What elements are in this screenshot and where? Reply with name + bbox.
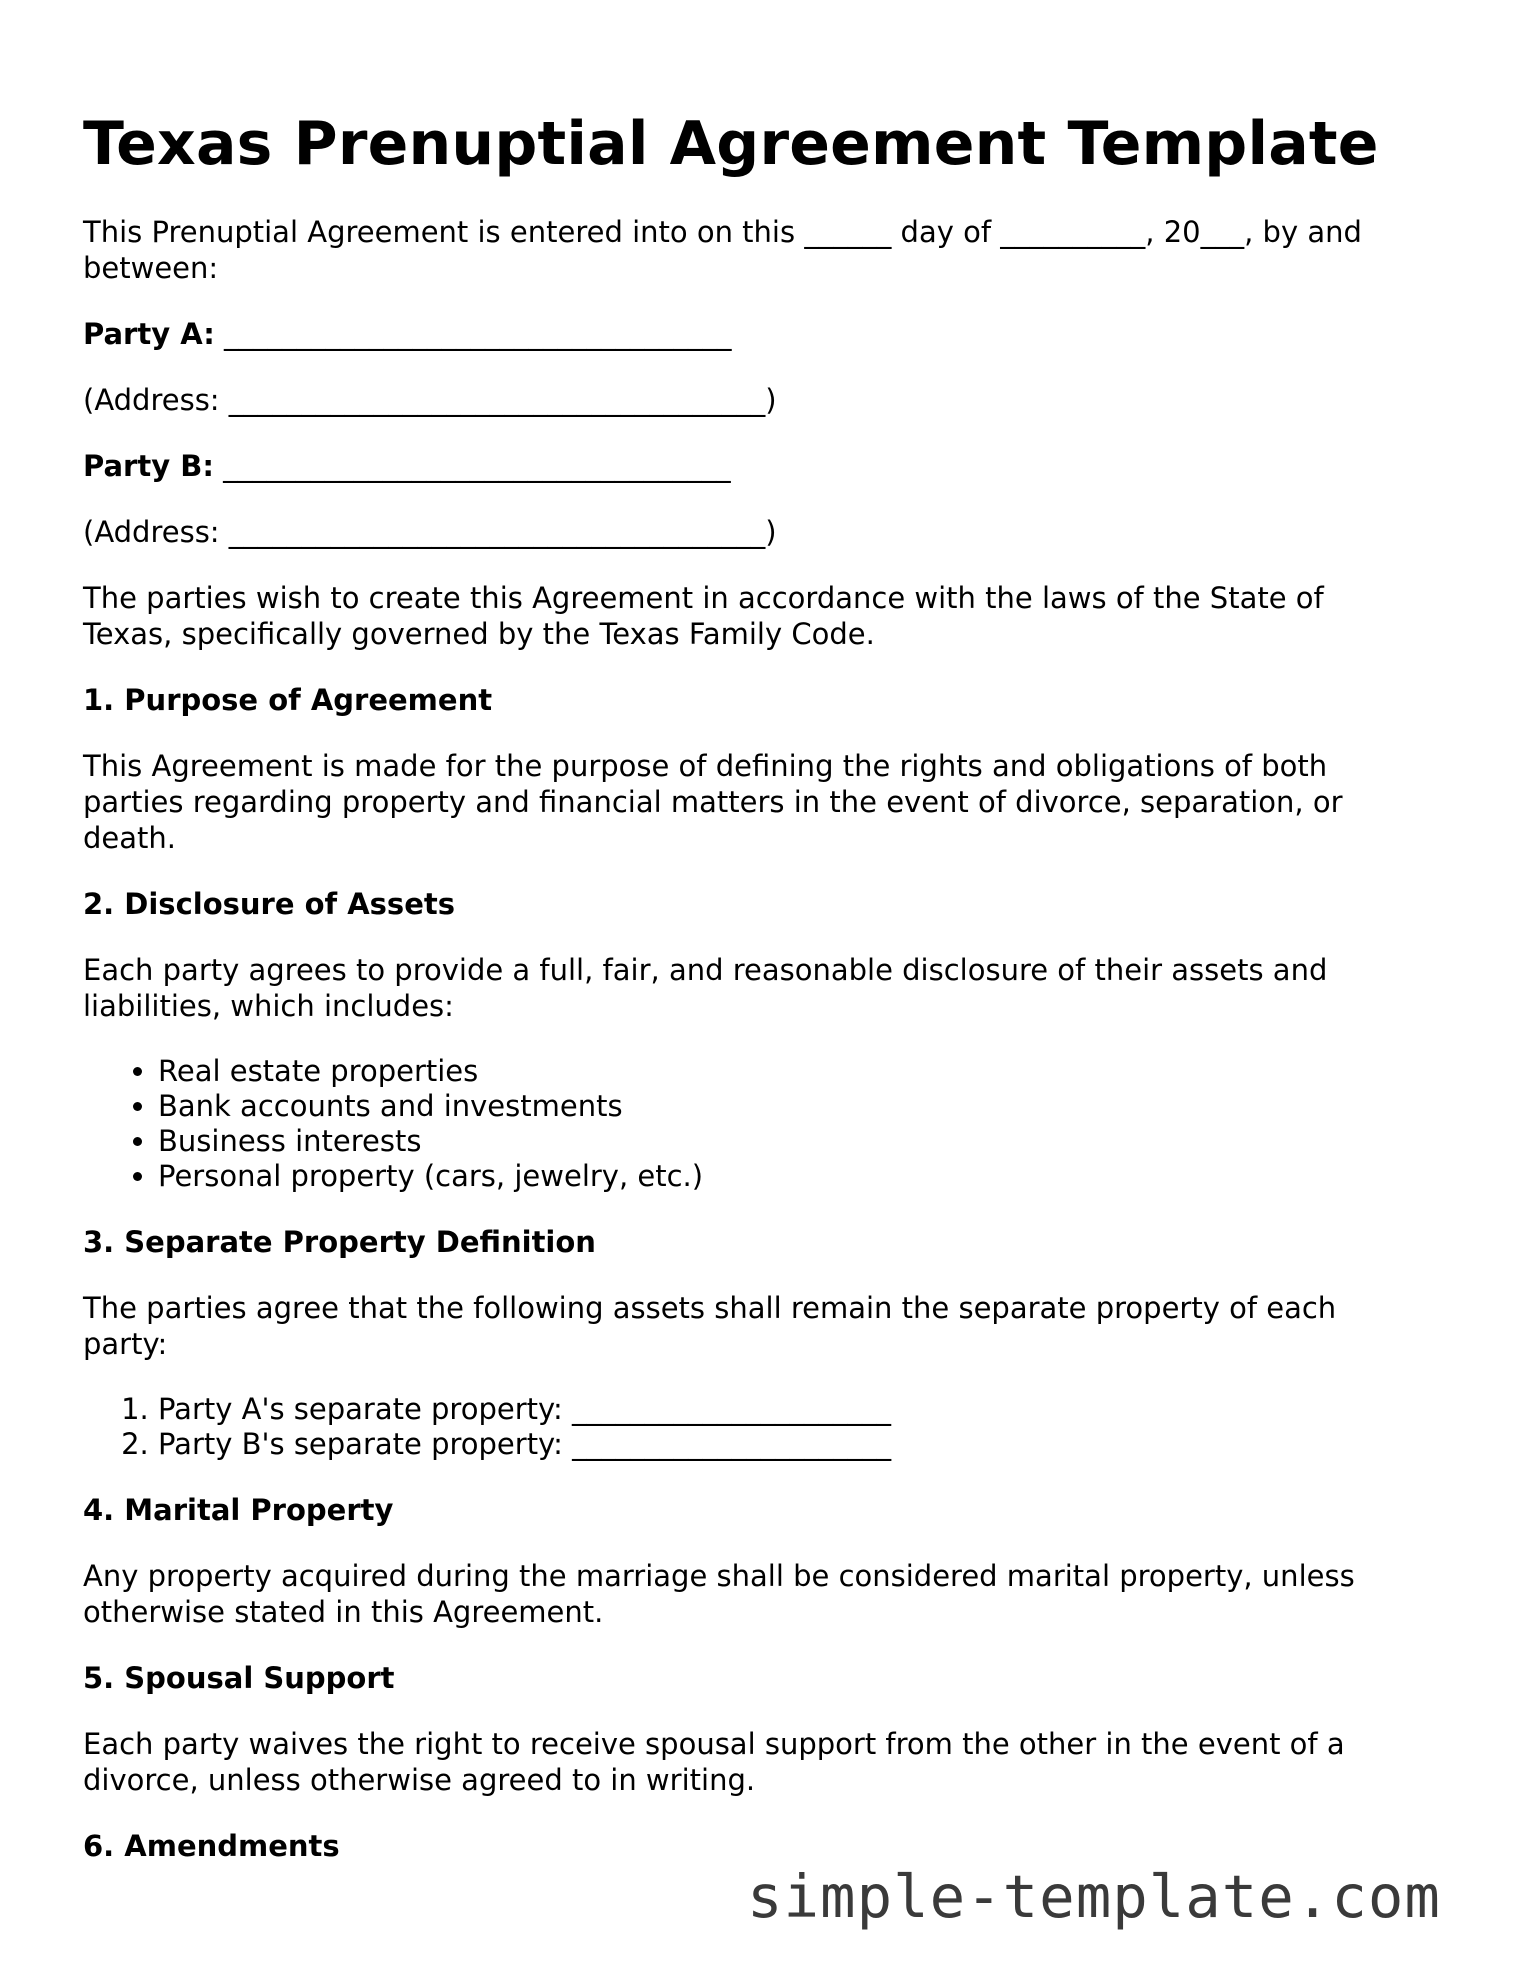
list-item: 1. Party A's separate property: ______________________ [158, 1392, 1413, 1427]
page-title: Texas Prenuptial Agreement Template [83, 109, 1379, 179]
list-item: • Real estate properties [158, 1054, 1413, 1089]
list-item: • Business interests [158, 1124, 1413, 1159]
section-heading-disclosure: 2. Disclosure of Assets [83, 887, 455, 921]
party-a-label: Party A: [83, 317, 215, 351]
list-item: • Bank accounts and investments [158, 1089, 1413, 1124]
section-body-spousal-support: Each party waives the right to receive spousal support from the other in the event of a divorce, unless otherwise agreed to in writing. [83, 1727, 1345, 1797]
party-b-blank: ___________________________________ [223, 449, 731, 483]
section-body-disclosure: Each party agrees to provide a full, fair, and reasonable disclosure of their assets and liabilities, which includes: [83, 953, 1328, 1023]
section-heading-separate-property: 3. Separate Property Definition [83, 1225, 596, 1259]
party-b-line [83, 448, 1413, 484]
list-item: • Personal property (cars, jewelry, etc.) [158, 1159, 1413, 1194]
intro-paragraph: This Prenuptial Agreement is entered into on this ______ day of __________, 20___, by and between: [83, 215, 1362, 285]
party-b-address: (Address: _____________________________________) [83, 515, 777, 549]
watermark: simple-template.com [747, 1862, 1441, 1931]
section-body-purpose: This Agreement is made for the purpose of defining the rights and obligations of both parties regarding property and financial matters in the event of divorce, separation, or death. [83, 749, 1343, 855]
separate-property-list [83, 1392, 1413, 1462]
section-heading-amendments: 6. Amendments [83, 1829, 340, 1863]
party-a-line [83, 316, 1413, 352]
section-heading-spousal-support: 5. Spousal Support [83, 1661, 395, 1695]
party-b-label: Party B: [83, 449, 214, 483]
section-heading-marital-property: 4. Marital Property [83, 1493, 394, 1527]
party-a-address: (Address: _____________________________________) [83, 383, 777, 417]
disclosure-list [83, 1054, 1413, 1194]
governing-law-paragraph: The parties wish to create this Agreement in accordance with the laws of the State of Texas, specifically governed by the Texas Family Code. [83, 581, 1324, 651]
section-body-marital-property: Any property acquired during the marriage shall be considered marital property, unless otherwise stated in this Agreement. [83, 1559, 1355, 1629]
section-heading-purpose: 1. Purpose of Agreement [83, 683, 493, 717]
section-body-separate-property: The parties agree that the following assets shall remain the separate property of each party: [83, 1291, 1337, 1361]
list-item: 2. Party B's separate property: ______________________ [158, 1427, 1413, 1462]
party-a-blank: ___________________________________ [224, 317, 732, 351]
document-body [83, 214, 1413, 1894]
